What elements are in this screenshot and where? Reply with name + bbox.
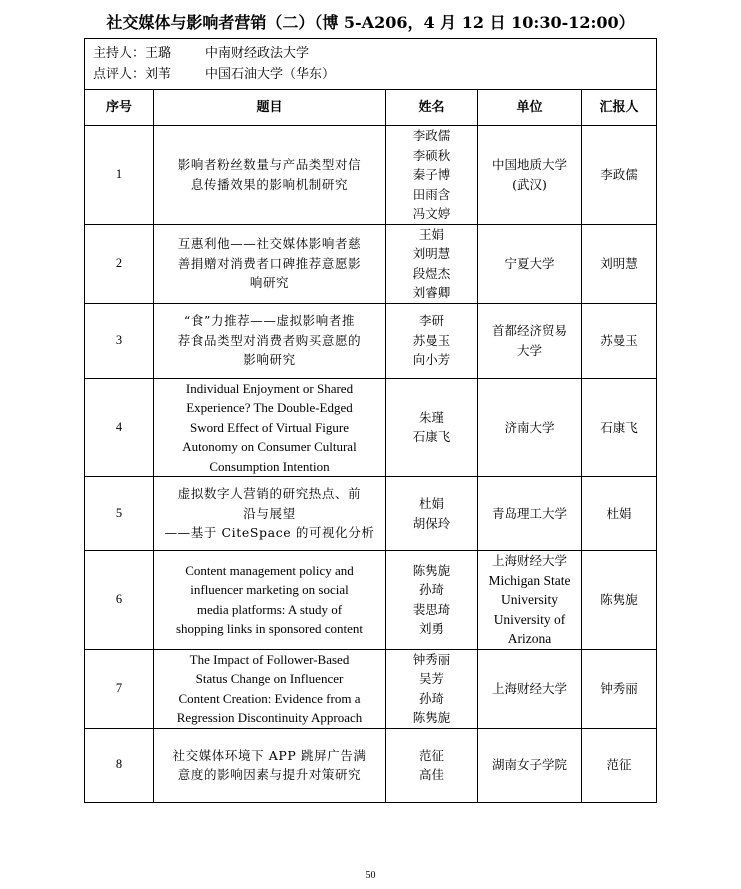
header-row (85, 90, 657, 126)
row-index: 4 (85, 378, 154, 477)
row-unit-line: 大学 (516, 342, 542, 358)
row-unit-line: 上海财经大学 (491, 553, 567, 568)
row-names (386, 126, 478, 225)
row-names-line: 石康飞 (412, 429, 451, 445)
table-row (85, 649, 657, 728)
table-row (85, 224, 657, 303)
row-title-line: Consumption Intention (209, 458, 330, 474)
table-row (85, 551, 657, 650)
row-names-line: 冯文婷 (412, 206, 451, 221)
row-unit-line: University of (493, 611, 566, 627)
host-name: 主持人：王璐 (93, 46, 172, 61)
row-names-line: 田雨含 (412, 186, 451, 202)
row-title-line: 影响者粉丝数量与产品类型对信 (177, 157, 362, 173)
row-title-line: 荐食品类型对消费者购买意愿的 (177, 332, 362, 348)
row-names-line: 李政儒 (412, 128, 451, 143)
reviewer-name: 点评人：刘苇 (93, 67, 172, 82)
row-unit (478, 477, 582, 551)
row-title-line: 善捐赠对消费者口碑推荐意愿影 (177, 255, 362, 271)
row-names (386, 477, 478, 551)
reviewer-affiliation: 中国石油大学（华东） (205, 67, 336, 82)
reviewer-line (93, 64, 648, 85)
row-index: 3 (85, 303, 154, 378)
row-title-line: The Impact of Follower-Based (189, 651, 350, 667)
header-presenter: 汇报人 (582, 90, 657, 126)
row-title-line: ——基于 CiteSpace 的可视化分析 (164, 525, 375, 541)
row-title-line: “食”力推荐——虚拟影响者推 (183, 313, 356, 329)
row-names-line: 李研 (418, 313, 444, 329)
row-title-line: Experience? The Double-Edged (186, 400, 353, 415)
row-names-line: 刘睿卿 (412, 285, 451, 300)
header-unit: 单位 (478, 90, 582, 126)
row-title-line: 意度的影响因素与提升对策研究 (177, 767, 362, 782)
row-unit-line: Arizona (507, 631, 552, 646)
row-names-line: 朱瑾 (418, 409, 444, 425)
row-names-line: 王娟 (418, 226, 444, 242)
row-names-line: 陈隽旎 (412, 710, 451, 725)
row-index: 2 (85, 224, 154, 303)
row-names (386, 224, 478, 303)
table-row (85, 303, 657, 378)
row-names-line: 苏曼玉 (412, 332, 451, 348)
row-title (154, 224, 386, 303)
row-title-line: Status Change on Influencer (195, 671, 344, 686)
row-index: 5 (85, 477, 154, 551)
row-index: 1 (85, 126, 154, 225)
page-number: 50 (365, 870, 376, 881)
header-topic: 题目 (154, 90, 386, 126)
row-names-line: 刘明慧 (412, 246, 451, 261)
row-title-line: 互惠利他——社交媒体影响者慈 (177, 236, 362, 252)
row-unit-line: 宁夏大学 (504, 255, 555, 271)
row-names-line: 李硕秋 (412, 147, 451, 163)
row-names-line: 段煜杰 (412, 265, 451, 281)
row-title-line: influencer marketing on social (190, 582, 349, 598)
row-title-line: 影响研究 (243, 352, 296, 368)
table-row (85, 378, 657, 477)
table-row (85, 477, 657, 551)
table-row (85, 126, 657, 225)
row-unit (478, 649, 582, 728)
row-title-line: Regression Discontinuity Approach (176, 710, 363, 725)
session-info-row (85, 39, 657, 90)
row-title (154, 303, 386, 378)
row-presenter: 李政儒 (582, 126, 657, 225)
row-presenter: 范征 (582, 728, 657, 802)
row-unit-line: 济南大学 (504, 419, 555, 435)
row-title-line: 沿与展望 (243, 505, 296, 521)
row-unit-line: 中国地质大学 (491, 157, 567, 173)
row-index: 6 (85, 551, 154, 650)
row-names (386, 378, 478, 477)
row-unit (478, 303, 582, 378)
row-title (154, 477, 386, 551)
row-unit (478, 728, 582, 802)
row-unit-line: 上海财经大学 (491, 680, 567, 696)
row-presenter: 石康飞 (582, 378, 657, 477)
schedule-table (84, 38, 657, 803)
row-names-line: 孙琦 (418, 582, 444, 598)
page-title: 社交媒体与影响者营销（二）（博 5-A206，4 月 12 日 10:30-12:00） (106, 13, 635, 32)
row-unit-line: 首都经济贸易 (491, 323, 567, 338)
row-names-line: 高佳 (418, 767, 444, 782)
row-names-line: 裴思琦 (412, 601, 451, 617)
row-names (386, 303, 478, 378)
row-names-line: 向小芳 (412, 352, 451, 368)
row-unit (478, 551, 582, 650)
row-unit-line: 湖南女子学院 (491, 757, 567, 773)
row-index: 8 (85, 728, 154, 802)
row-title-line: Content Creation: Evidence from a (178, 690, 361, 706)
row-names-line: 吴芳 (418, 671, 444, 686)
row-title-line: 息传播效果的影响机制研究 (190, 176, 349, 192)
row-title-line: Content management policy and (185, 562, 354, 578)
row-names (386, 551, 478, 650)
row-names-line: 刘勇 (418, 621, 444, 637)
row-presenter: 苏曼玉 (582, 303, 657, 378)
row-names (386, 728, 478, 802)
row-unit (478, 126, 582, 225)
row-title-line: Sword Effect of Virtual Figure (189, 419, 350, 435)
row-title-line: 虚拟数字人营销的研究热点、前 (177, 486, 362, 502)
row-names-line: 钟秀丽 (412, 651, 451, 667)
row-names-line: 杜娟 (418, 496, 444, 511)
row-names-line: 秦子博 (412, 167, 451, 182)
row-title (154, 126, 386, 225)
row-title-line: media platforms: A study of (196, 601, 343, 617)
host-affiliation: 中南财经政法大学 (205, 46, 310, 61)
row-title (154, 728, 386, 802)
row-presenter: 陈隽旎 (582, 551, 657, 650)
row-unit (478, 224, 582, 303)
host-line (93, 43, 648, 64)
header-names: 姓名 (386, 90, 478, 126)
row-title-line: Individual Enjoyment or Shared (185, 380, 354, 396)
row-unit-line: Michigan State (488, 572, 571, 588)
table-row (85, 728, 657, 802)
row-presenter: 杜娟 (582, 477, 657, 551)
row-title-line: 社交媒体环境下 APP 跳屏广告满 (172, 747, 367, 763)
row-title-line: 响研究 (249, 275, 290, 291)
row-title-line: Autonomy on Consumer Cultural (182, 439, 357, 454)
row-title (154, 378, 386, 477)
header-index: 序号 (85, 90, 154, 126)
row-title (154, 551, 386, 650)
row-names (386, 649, 478, 728)
row-presenter: 刘明慧 (582, 224, 657, 303)
row-names-line: 范征 (418, 747, 444, 763)
schedule-rows (85, 126, 657, 803)
row-unit (478, 378, 582, 477)
row-names-line: 孙琦 (418, 690, 444, 706)
row-unit-line: 青岛理工大学 (491, 505, 567, 521)
row-names-line: 陈隽旎 (412, 562, 451, 578)
row-presenter: 钟秀丽 (582, 649, 657, 728)
row-index: 7 (85, 649, 154, 728)
row-unit-line: (武汉) (512, 176, 547, 192)
row-title (154, 649, 386, 728)
session-info-cell (85, 39, 657, 90)
row-title-line: shopping links in sponsored content (175, 621, 364, 637)
row-unit-line: University (501, 592, 558, 607)
row-names-line: 胡保玲 (412, 515, 451, 531)
